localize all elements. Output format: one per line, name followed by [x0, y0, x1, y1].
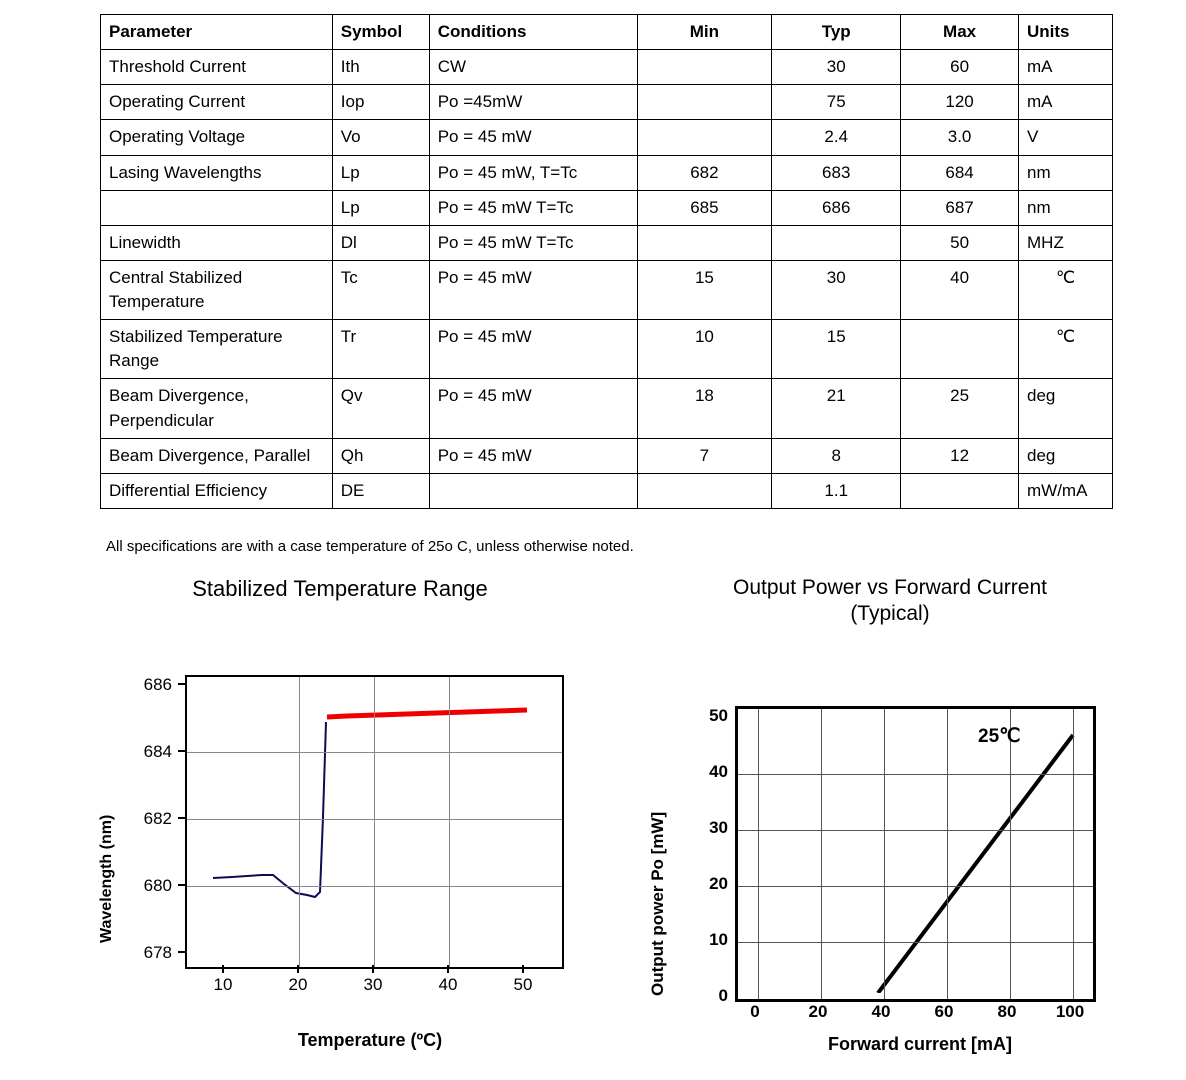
- x-tick-mark: [522, 965, 524, 973]
- y-tick-label-0: 0: [718, 985, 728, 1005]
- cell-symbol: Ith: [332, 50, 429, 85]
- cell-conditions: Po = 45 mW: [429, 379, 637, 438]
- gridline-horizontal: [187, 819, 562, 820]
- cell-min: [637, 473, 772, 508]
- x-tick-mark: [222, 965, 224, 973]
- gridline-horizontal: [738, 774, 1093, 775]
- cell-symbol: Tc: [332, 260, 429, 319]
- gridline-horizontal: [738, 830, 1093, 831]
- cell-typ: 2.4: [772, 120, 901, 155]
- table-row: [101, 379, 1113, 438]
- cell-units: deg: [1019, 438, 1113, 473]
- cell-symbol: Qv: [332, 379, 429, 438]
- cell-min: [637, 85, 772, 120]
- table-row: [101, 120, 1113, 155]
- cell-conditions: Po =45mW: [429, 85, 637, 120]
- temperature-annotation: 25℃: [978, 725, 1021, 747]
- cell-parameter: Central Stabilized Temperature: [101, 260, 333, 319]
- cell-symbol: Tr: [332, 320, 429, 379]
- gridline-horizontal: [738, 942, 1093, 943]
- cell-max: 687: [901, 190, 1019, 225]
- cell-max: 12: [901, 438, 1019, 473]
- plot-frame: [185, 675, 564, 969]
- table-row: [101, 155, 1113, 190]
- table-row: [101, 260, 1113, 319]
- cell-typ: [772, 225, 901, 260]
- column-header-max: Max: [901, 15, 1019, 50]
- cell-conditions: [429, 473, 637, 508]
- cell-max: 60: [901, 50, 1019, 85]
- x-tick-label-20: 20: [808, 1001, 828, 1021]
- cell-symbol: Iop: [332, 85, 429, 120]
- x-tick-label-10: 10: [213, 974, 233, 994]
- column-header-units: Units: [1019, 15, 1113, 50]
- x-tick-label-100: 100: [1055, 1001, 1085, 1021]
- specification-table-container: [100, 14, 1113, 509]
- column-header-min: Min: [637, 15, 772, 50]
- cell-parameter: Stabilized Temperature Range: [101, 320, 333, 379]
- cell-typ: 21: [772, 379, 901, 438]
- gridline-vertical: [374, 677, 375, 967]
- gridline-vertical: [884, 709, 885, 999]
- cell-max: 3.0: [901, 120, 1019, 155]
- cell-conditions: Po = 45 mW: [429, 120, 637, 155]
- x-tick-label-60: 60: [934, 1001, 954, 1021]
- x-axis-label: Forward current [mA]: [827, 1033, 1013, 1054]
- gridline-vertical: [758, 709, 759, 999]
- y-tick-label-10: 10: [709, 929, 728, 949]
- cell-min: [637, 225, 772, 260]
- cell-max: 684: [901, 155, 1019, 190]
- cell-units: ℃: [1019, 260, 1113, 319]
- cell-conditions: Po = 45 mW: [429, 260, 637, 319]
- cell-parameter: Operating Voltage: [101, 120, 333, 155]
- table-row: [101, 320, 1113, 379]
- cell-min: 682: [637, 155, 772, 190]
- column-header-typ: Typ: [772, 15, 901, 50]
- x-tick-label-40: 40: [871, 1001, 891, 1021]
- cell-parameter: Lasing Wavelengths: [101, 155, 333, 190]
- cell-symbol: Lp: [332, 155, 429, 190]
- cell-min: 685: [637, 190, 772, 225]
- x-tick-label-80: 80: [997, 1001, 1017, 1021]
- cell-typ: 30: [772, 260, 901, 319]
- chart-stabilized-temperature-range: [70, 575, 610, 1055]
- column-header-symbol: Symbol: [332, 15, 429, 50]
- cell-units: mA: [1019, 50, 1113, 85]
- y-tick-label-40: 40: [709, 761, 728, 781]
- table-footnote: All specifications are with a case temperature of 25o C, unless otherwise noted.: [106, 538, 634, 555]
- y-axis-label: Output power Po [mW]: [648, 811, 667, 996]
- chart-title-line2: (Typical): [850, 602, 930, 626]
- cell-conditions: Po = 45 mW: [429, 320, 637, 379]
- cell-min: 10: [637, 320, 772, 379]
- y-tick-label-680: 680: [143, 875, 172, 895]
- y-tick-label-30: 30: [709, 817, 728, 837]
- x-tick-label-20: 20: [288, 974, 308, 994]
- table-row: [101, 473, 1113, 508]
- cell-min: 15: [637, 260, 772, 319]
- y-axis-label: Wavelength (nm): [98, 814, 115, 943]
- y-tick-label-50: 50: [709, 705, 728, 725]
- x-tick-label-30: 30: [363, 974, 383, 994]
- cell-max: [901, 473, 1019, 508]
- x-tick-label-0: 0: [750, 1001, 760, 1021]
- gridline-horizontal: [187, 752, 562, 753]
- gridline-vertical: [1010, 709, 1011, 999]
- gridline-horizontal: [187, 886, 562, 887]
- table-row: [101, 190, 1113, 225]
- cell-parameter: Differential Efficiency: [101, 473, 333, 508]
- cell-typ: 683: [772, 155, 901, 190]
- cell-parameter: Beam Divergence, Parallel: [101, 438, 333, 473]
- gridline-vertical: [449, 677, 450, 967]
- gridline-vertical: [947, 709, 948, 999]
- plot-frame: [735, 706, 1096, 1002]
- gridline-vertical: [1073, 709, 1074, 999]
- column-header-parameter: Parameter: [101, 15, 333, 50]
- cell-conditions: Po = 45 mW: [429, 438, 637, 473]
- y-tick-label-682: 682: [143, 808, 172, 828]
- cell-min: 18: [637, 379, 772, 438]
- x-tick-mark: [372, 965, 374, 973]
- table-row: [101, 85, 1113, 120]
- cell-conditions: Po = 45 mW T=Tc: [429, 225, 637, 260]
- cell-min: 7: [637, 438, 772, 473]
- x-axis-label: Temperature (ºC): [297, 1029, 443, 1050]
- cell-typ: 686: [772, 190, 901, 225]
- x-tick-label-40: 40: [438, 974, 458, 994]
- gridline-vertical: [821, 709, 822, 999]
- table-header-row: [101, 15, 1113, 50]
- cell-parameter: Operating Current: [101, 85, 333, 120]
- cell-units: nm: [1019, 190, 1113, 225]
- cell-max: 40: [901, 260, 1019, 319]
- y-tick-label-678: 678: [143, 942, 172, 962]
- cell-typ: 8: [772, 438, 901, 473]
- x-tick-label-50: 50: [513, 974, 533, 994]
- chart-title-line1: Output Power vs Forward Current: [733, 576, 1047, 599]
- y-tick-label-686: 686: [143, 674, 172, 694]
- cell-min: [637, 120, 772, 155]
- gridline-horizontal: [738, 886, 1093, 887]
- cell-symbol: Vo: [332, 120, 429, 155]
- cell-max: 25: [901, 379, 1019, 438]
- cell-parameter: Beam Divergence, Perpendicular: [101, 379, 333, 438]
- column-header-conditions: Conditions: [429, 15, 637, 50]
- cell-parameter: Threshold Current: [101, 50, 333, 85]
- y-tick-label-20: 20: [709, 873, 728, 893]
- cell-typ: 30: [772, 50, 901, 85]
- table-row: [101, 225, 1113, 260]
- table-row: [101, 50, 1113, 85]
- cell-units: ℃: [1019, 320, 1113, 379]
- cell-symbol: Dl: [332, 225, 429, 260]
- cell-symbol: DE: [332, 473, 429, 508]
- specification-table: [100, 14, 1113, 509]
- gridline-vertical: [299, 677, 300, 967]
- po-if-curve: [738, 709, 1087, 993]
- cell-max: 120: [901, 85, 1019, 120]
- cell-parameter: Linewidth: [101, 225, 333, 260]
- cell-parameter: [101, 190, 333, 225]
- cell-symbol: Lp: [332, 190, 429, 225]
- x-tick-mark: [297, 965, 299, 973]
- y-tick-label-684: 684: [143, 741, 172, 761]
- cell-typ: 15: [772, 320, 901, 379]
- cell-units: V: [1019, 120, 1113, 155]
- cell-typ: 75: [772, 85, 901, 120]
- cell-symbol: Qh: [332, 438, 429, 473]
- wavelength-curve: [187, 677, 558, 963]
- cell-units: mA: [1019, 85, 1113, 120]
- cell-min: [637, 50, 772, 85]
- cell-max: 50: [901, 225, 1019, 260]
- cell-typ: 1.1: [772, 473, 901, 508]
- chart-output-power-vs-forward-current: [630, 575, 1150, 1055]
- cell-units: nm: [1019, 155, 1113, 190]
- cell-conditions: CW: [429, 50, 637, 85]
- table-row: [101, 438, 1113, 473]
- x-tick-mark: [447, 965, 449, 973]
- cell-units: deg: [1019, 379, 1113, 438]
- cell-conditions: Po = 45 mW, T=Tc: [429, 155, 637, 190]
- cell-units: mW/mA: [1019, 473, 1113, 508]
- cell-units: MHZ: [1019, 225, 1113, 260]
- cell-max: [901, 320, 1019, 379]
- chart-title: Stabilized Temperature Range: [192, 576, 488, 601]
- cell-conditions: Po = 45 mW T=Tc: [429, 190, 637, 225]
